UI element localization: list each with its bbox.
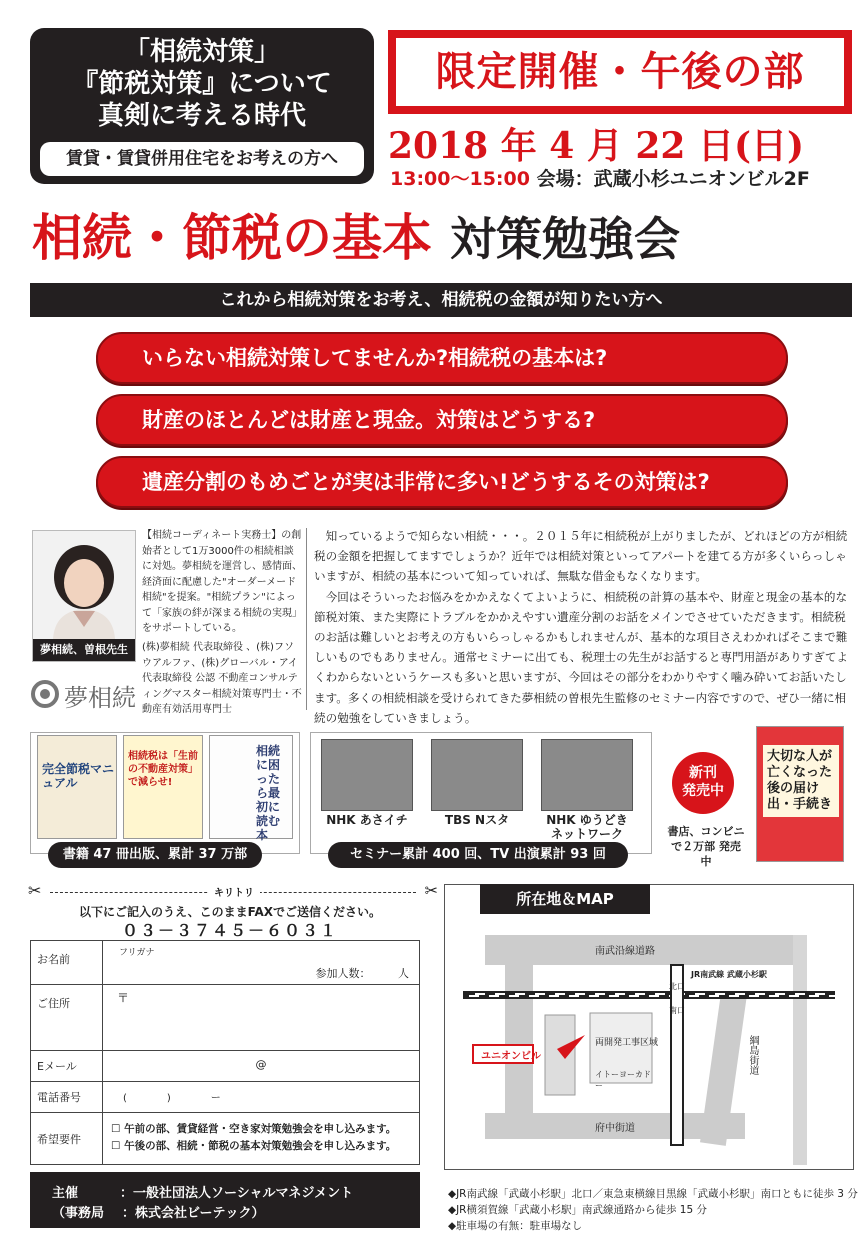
north-exit-label: 北口	[669, 982, 685, 991]
name-field[interactable]	[103, 941, 420, 985]
name-label: お名前	[31, 941, 103, 985]
divider	[306, 528, 307, 710]
main-title	[32, 198, 852, 268]
book-2-title: 相続税は「生前の不動産対策」で減らせ!	[128, 751, 198, 788]
header-subtitle: 賃貸・賃貸併用住宅をお考えの方へ	[40, 142, 364, 176]
fax-instruction: 以下にご記入のうえ、このままFAXでご送信ください。	[78, 905, 382, 919]
checkbox-icon[interactable]: ☐	[111, 1140, 125, 1152]
event-venue: 会場：武蔵小杉ユニオンビル2F	[536, 168, 810, 190]
map-drawing	[445, 885, 853, 1169]
at-mark: @	[255, 1058, 267, 1071]
tv-still-2	[431, 739, 523, 811]
speaker-bio: 【相続コーディネート実務士】の創始者として1万3000件の相続相談に対処。夢相続を運営し、感情面、経済面に配慮した"オーダーメード相続"を提案。"相続プラン"によって「家族の絆が深まる相続の実現」をサポートしている。	[142, 530, 302, 634]
books-count-bar: 書籍 47 冊出版、累計 37 万部	[48, 842, 262, 868]
option-morning[interactable]	[111, 1121, 411, 1138]
tv-panel	[310, 732, 652, 854]
tv-label-2: TBS Nスタ	[444, 813, 510, 827]
construction-label: 両開発工事区域	[595, 1038, 659, 1048]
office-label: （事務局	[52, 1206, 105, 1221]
road-fuchu: 府中街道	[595, 1123, 635, 1134]
tv-still-3	[541, 739, 633, 811]
logo-swirl-icon	[30, 679, 60, 709]
tv-count-bar: セミナー累計 400 回、TV 出演累計 93 回	[328, 842, 628, 868]
seminar-description	[314, 526, 854, 728]
fax-number: ０３－３７４５－６０３１	[121, 921, 338, 940]
new-book-note: 書店、コンビニで２万部 発売中	[667, 825, 745, 868]
header-box	[30, 28, 374, 184]
tv-still-1	[321, 739, 413, 811]
tv-label-1: NHK あさイチ	[326, 813, 408, 827]
question-pill-1: いらない相続対策してませんか?相続税の基本は?	[96, 332, 788, 384]
book-1-title: 完全節税マニュアル	[42, 762, 115, 790]
book-3-title: 相続に困ったら最初に読む本	[256, 744, 281, 842]
books-panel	[30, 732, 300, 854]
itoyokado-label: イトーヨーカドー	[595, 1070, 651, 1090]
address-label: ご住所	[31, 985, 103, 1051]
cut-label: キリトリ	[208, 884, 260, 899]
south-exit-label: 南口	[669, 1006, 685, 1015]
scissors-icon: ✂	[28, 881, 42, 900]
option-afternoon[interactable]	[111, 1138, 411, 1155]
checkbox-icon[interactable]: ☐	[111, 1123, 125, 1135]
access-map	[444, 884, 854, 1170]
new-book-cover	[756, 726, 844, 862]
option-afternoon-label: 午後の部、相続・節税の基本対策勉強会を申し込みます。	[124, 1140, 397, 1152]
limited-banner	[388, 30, 852, 114]
header-line-2: 『節税対策』について	[72, 69, 332, 99]
access-line-2: ◆JR横須賀線「武蔵小杉駅」南武線通路から徒歩 15 分	[448, 1204, 708, 1216]
address-field[interactable]	[103, 985, 420, 1051]
speaker-titles: (株)夢相続 代表取締役 、(株)フソウアルファ、(株)グローバル・アイ 代表取締役 公認 不動産コンサルティングマスター相続対策専門士・不動産有効活用専門士	[142, 642, 302, 715]
book-cover-1	[37, 735, 117, 839]
header-line-3: 真剣に考える時代	[97, 101, 306, 131]
road-nanbu: 南武沿線道路	[595, 946, 655, 957]
phone-format: ( ) ー	[123, 1093, 221, 1104]
speaker-photo	[32, 530, 136, 662]
postal-mark: 〒	[117, 991, 130, 1005]
new-book-title: 大切な人が亡くなった後の届け出・手続き	[763, 745, 839, 817]
description-paragraph-1: 知っているようで知らない相続・・・。２０１５年に相続税が上がりましたが、どれほどの方が相続税の金額を把握してますでしょうか？近年では相続対策といってアパートを建てる方が多くいらっしゃいますが、相続の基本について知っていれば、無駄な借金もなくなります。	[314, 529, 848, 584]
organizer-footer	[30, 1172, 420, 1228]
title-black: 対策勉強会	[450, 212, 680, 266]
logo-text: 夢相続	[64, 684, 136, 712]
access-line-3: ◆駐車場の有無：駐車場なし	[448, 1220, 583, 1232]
phone-field[interactable]	[103, 1082, 420, 1113]
limited-banner-text: 限定開催・午後の部	[396, 38, 844, 106]
application-form	[30, 940, 420, 1165]
event-time: 13:00〜15:00	[390, 168, 530, 190]
question-pill-2: 財産のほとんどは財産と現金。対策はどうする?	[96, 394, 788, 446]
header-line-1: 「相続対策」	[123, 37, 280, 67]
request-options	[103, 1113, 420, 1165]
phone-label: 電話番号	[31, 1082, 103, 1113]
email-field[interactable]	[103, 1051, 420, 1082]
furigana-label: フリガナ	[119, 948, 155, 958]
cut-line	[28, 881, 438, 901]
target-audience-bar: これから相続対策をお考え、相続税の金額が知りたい方へ	[30, 283, 852, 317]
event-date: 2018 年 4 月 22 日(日)	[388, 125, 805, 167]
title-red: 相続・節税の基本	[32, 208, 432, 267]
union-building-label: ユニオンビル	[481, 1051, 541, 1062]
host-label: 主催	[52, 1186, 79, 1201]
yume-souzoku-logo	[30, 676, 136, 712]
access-info	[448, 1186, 858, 1234]
speaker-portrait-icon	[33, 531, 135, 639]
new-book-panel	[664, 732, 854, 870]
road-tsunashima: 綱島街道	[747, 1035, 758, 1075]
office-name: ：株式会社ビーテック）	[122, 1206, 265, 1221]
option-morning-label: 午前の部、賃貸経営・空き家対策勉強会を申し込みます。	[124, 1123, 397, 1135]
request-label: 希望要件	[31, 1113, 103, 1165]
email-label: Eメール	[31, 1051, 103, 1082]
question-pill-3: 遺産分割のもめごとが実は非常に多い!どうするその対策は?	[96, 456, 788, 508]
host-name: ：一般社団法人ソーシャルマネジメント	[120, 1186, 354, 1201]
book-cover-2	[123, 735, 203, 839]
description-paragraph-2: 今回はそういったお悩みをかかえなくてよいように、相続税の計算の基本や、財産と現金の基本的な節税対策、また実際にトラブルをかかえやすい遺産分割のお話をメインでさせていただきます。相続税のお話は難しいとお考えの方もいらっしゃるかもしれませんが、基本的な項目さえわかればそこまで難しいものでもありません。通常セミナーに出ても、税理士の先生がお話すると専門用語がありすぎてよくわからないというケースも多いと思いますが、今回はその部分をわかりやすく噛み砕いてお話いたします。多くの相続相談を受けられてきた夢相続の曽根先生監修のセミナー内容ですので、ぜひ一緒に相続の勉強をしていきましょう。	[314, 589, 849, 725]
access-line-1: ◆JR南武線「武蔵小杉駅」北口／東急東横線目黒線「武蔵小杉駅」南口ともに徒歩 3 分	[448, 1188, 858, 1200]
map-title: 所在地＆MAP	[480, 884, 650, 914]
new-book-badge: 新刊 発売中	[672, 752, 734, 814]
time-venue	[390, 164, 810, 191]
station-label: JR南武線 武蔵小杉駅	[691, 970, 767, 979]
participants-label: 参加人数： 人	[315, 967, 409, 980]
speaker-caption: 夢相続、曽根先生	[33, 639, 135, 661]
scissors-icon-right: ✂	[424, 881, 438, 900]
book-cover-3	[209, 735, 293, 842]
tv-label-3: NHK ゆうどき ネットワーク	[546, 813, 628, 841]
